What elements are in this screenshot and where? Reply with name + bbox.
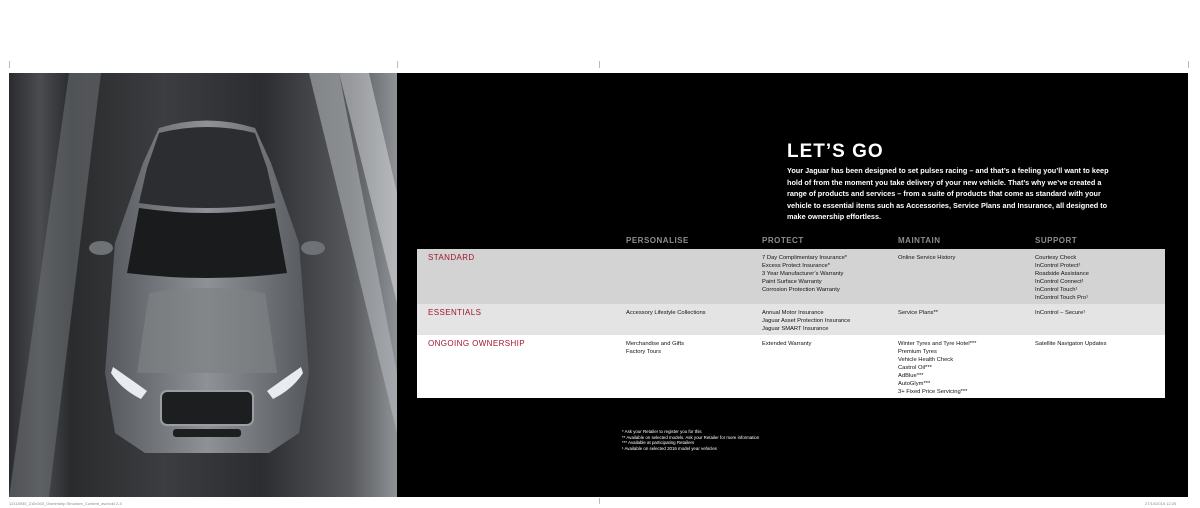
list-item: InControl Touch¹ — [1035, 287, 1078, 293]
cell-standard-maintain — [898, 254, 955, 262]
cell-ongoing-maintain — [898, 340, 976, 396]
cell-essentials-personalise — [626, 309, 706, 317]
crop-mark — [599, 498, 600, 504]
list-item: AdBlue*** — [898, 373, 924, 379]
table-row-standard — [417, 249, 1165, 304]
cell-standard-support — [1035, 254, 1089, 302]
cell-essentials-support — [1035, 309, 1085, 317]
car-photo — [9, 73, 397, 497]
print-slug-right: 27/10/2015 12:25 — [1145, 501, 1177, 506]
table-row-essentials — [417, 304, 1165, 335]
list-item: Jaguar Asset Protection Insurance — [762, 318, 851, 324]
intro-paragraph: Your Jaguar has been designed to set pulses racing – and that’s a feeling you’ll want to keep hold of from the moment you take delivery of your new vehicle. That’s why we’ve created a range of products and services – from a suite of products that come as standard with your vehicle to essential items such as Accessories, Service Plans and Insurance, all designed to make ownership effortless. — [787, 166, 1109, 221]
list-item: Satellite Navigaton Updates — [1035, 341, 1107, 347]
print-slug-left: 12115930_210x303_Ownership Structure_Content_aw.indd 2-3 — [9, 501, 122, 506]
row-label-essentials: ESSENTIALS — [428, 308, 482, 317]
list-item: Castrol Oil*** — [898, 365, 932, 371]
row-label-ongoing-ownership: ONGOING OWNERSHIP — [428, 339, 526, 348]
list-item: Merchandise and Gifts — [626, 341, 684, 347]
footnote: *** Available at participating Retailers — [622, 440, 695, 446]
cell-ongoing-protect — [762, 340, 811, 348]
row-label-standard: STANDARD — [428, 253, 475, 262]
cell-ongoing-personalise — [626, 340, 684, 356]
crop-mark — [599, 61, 600, 68]
list-item: Corrosion Protection Warranty — [762, 287, 840, 293]
list-item: InControl – Secure¹ — [1035, 310, 1086, 316]
list-item: Vehicle Health Check — [898, 357, 954, 363]
page-title: LET’S GO — [787, 141, 884, 162]
list-item: Winter Tyres and Tyre Hotel*** — [898, 341, 977, 347]
list-item: Accessory Lifestyle Collections — [626, 310, 706, 316]
column-header-personalise: PERSONALISE — [626, 236, 689, 245]
list-item: Courtesy Check — [1035, 255, 1077, 261]
footnotes — [622, 429, 759, 451]
list-item: InControl Protect¹ — [1035, 263, 1081, 269]
column-header-support: SUPPORT — [1035, 236, 1078, 245]
list-item: Extended Warranty — [762, 341, 812, 347]
crop-mark — [1188, 61, 1189, 68]
list-item: Premium Tyres — [898, 349, 937, 355]
list-item: 7 Day Complimentary Insurance* — [762, 255, 848, 261]
footnote: * Ask your Retailer to register you for this — [622, 429, 702, 434]
footnote: ¹ Available on selected 2016 model year vehicles — [622, 445, 717, 451]
list-item: Jaguar SMART Insurance — [762, 326, 829, 332]
column-header-maintain: MAINTAIN — [898, 236, 941, 245]
list-item: Service Plans** — [898, 310, 938, 316]
list-item: InControl Connect¹ — [1035, 279, 1084, 285]
list-item: 3+ Fixed Price Servicing*** — [898, 389, 968, 395]
column-header-protect: PROTECT — [762, 236, 804, 245]
list-item: Online Service History — [898, 255, 956, 261]
list-item: Excess Protect Insurance* — [762, 263, 830, 269]
list-item: Factory Tours — [626, 349, 662, 355]
table-row-ongoing-ownership — [417, 335, 1165, 398]
footnote: ** Available on selected models. Ask your Retailer for more information — [622, 434, 760, 440]
list-item: Roadside Assistance — [1035, 271, 1089, 277]
list-item: AutoGlym*** — [898, 381, 931, 387]
cell-ongoing-support — [1035, 340, 1107, 348]
cell-essentials-maintain — [898, 309, 938, 317]
cell-standard-protect — [762, 254, 847, 294]
crop-mark — [397, 61, 398, 68]
list-item: 3 Year Manufacturer’s Warranty — [762, 271, 844, 277]
list-item: Annual Motor Insurance — [762, 310, 824, 316]
car-illustration — [9, 73, 397, 497]
list-item: Paint Surface Warranty — [762, 279, 822, 285]
cell-essentials-protect — [762, 309, 850, 333]
crop-mark — [9, 61, 10, 68]
list-item: InControl Touch Pro¹ — [1035, 295, 1089, 301]
